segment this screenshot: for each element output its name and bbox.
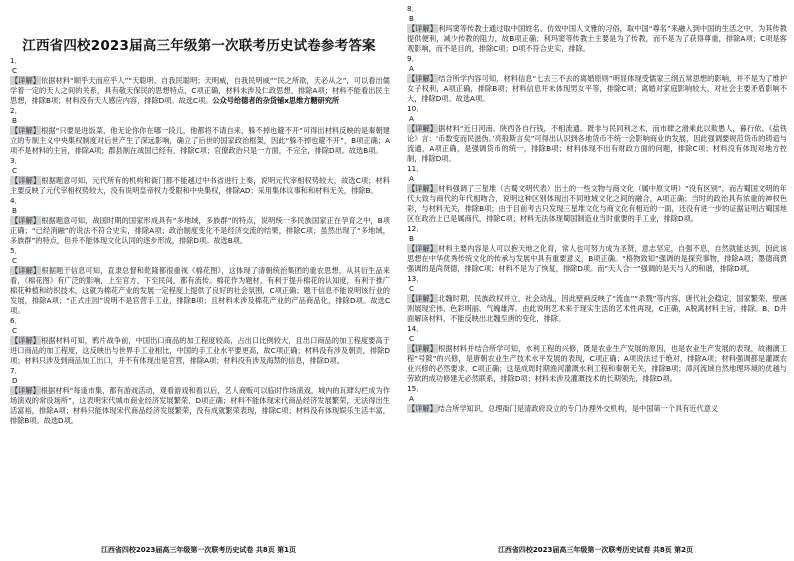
explanation: [10, 176, 390, 196]
question-number: 13．: [407, 274, 424, 283]
explanation-text: 材料强调了三星堆（古蜀文明代表）出土的一些文物与商文化（属中原文明）“没有区别”，而古蜀国文明的年代大致与商代的年代相吻合，说明这种区别体现出不同地域文化之间的融合，A项正确；当时的政治具有浓重的神权色彩，与材料无关，排除B项；由于目前考古只发现三星堆文化与商文化有相近的一面，还没有进一步的证据证明古蜀国地区在政治上已是属商代，排除C项；材料无法体现蜀国制造业当时重要的手工业，排除D项。: [407, 184, 787, 223]
answer-letter: B: [12, 116, 17, 125]
explain-tag: 【详解】: [408, 184, 438, 193]
question-number: 12．: [407, 224, 424, 233]
question-number: 8．: [407, 4, 419, 13]
explain-tag: 【详解】: [408, 244, 438, 253]
question-number: 1．: [10, 56, 22, 65]
question-number: 2．: [10, 106, 22, 115]
explain-tag: 【详解】: [11, 386, 40, 395]
explanation-text: 据材料“近日河南、陕西各自行钱，不相流通。既非与民同利之术，而市肆之滑乘此以欺愚人，暮行依。《盐铁论》言：‘币数变而民滋伪。’亮般斯言矣”可得出认识到各地货币不统一会影响商业的发展，因此强调要规范货币的铸造与流通，A项正确，是强调货币的统一，排除B项；材料体现不出有财政方面的问题，排除C项；材料没有体现对地方控制，排除D项。: [407, 124, 787, 163]
explanation-text: 根据材料可知，鸦片战争前，中国出口商品的加工程度较高，占出口比例较大，且出口商品的加工程度要高于进口商品的加工程度，这反映出与世界手工业相比，中国的手工业水平要更高，故C项正确；材料没有涉及朝贡，排除D项；材料只涉及到商品加工出口，并不有体现出是官营，排除A项；材料没有涉及海禁的信息，排除D项。: [10, 336, 390, 365]
explanation-text: 根据题意可知，战国时期的国家形成具有“多地域，多族群”的特点，说明统一多民族国家正在孕育之中，B项正确；“已经消融”的说法不符合史实，排除A项；政治制度变化不是经济交流的结果，排除C项；虽然出现了“多地域，多族群”的特点，但并不能体现文化认同的逐步形成，排除D项。故选B项。: [10, 216, 390, 245]
explanation: [407, 244, 787, 274]
explanation-text: 北魏时期，民族政权并立，社会动乱，因此壁画反映了“流血”“杀戮”等内容，唐代社会稳定，国家繁荣，壁画则展现宏伟、色彩明丽、气魄雄浑。由此说明艺术来于现实生活的艺术性再现，C正确，A脱离材料主旨，排除。B、D并面解读材料，不能反映出北魏至唐的变化，排除。: [407, 294, 787, 323]
explain-tag: 【详解】: [408, 124, 438, 133]
answer-list-right: [407, 4, 787, 414]
explanation: [407, 344, 787, 384]
answer-letter: D: [12, 376, 18, 385]
answer-letter: C: [12, 166, 18, 175]
explanation: [10, 126, 390, 156]
right-page: [397, 0, 794, 561]
explanation-text: 根据“只要是进饭菜，他无论你你在哪一段儿，他都将不请自来，躲不掉也避不开”可得出材料反映的是秦朝建立的专制主义中央集权制度对后世产生了深远影响，确立了后世的国家政治框架，因此“躲不掉也避不开”，B项正确；A项不是材料的主旨，排除A项；郡县制在战国已经有，排除C项；官僚政治只是一方面，不完全，排除D项。故选B项。: [10, 126, 390, 155]
explain-tag: 【详解】: [408, 24, 438, 33]
answer-letter: A: [409, 114, 414, 123]
explain-tag: 【详解】: [11, 126, 41, 135]
answer-letter: B: [409, 14, 414, 23]
answer-letter: C: [12, 256, 18, 265]
explain-tag: 【详解】: [11, 216, 41, 225]
explain-tag: 【详解】: [408, 74, 438, 83]
explain-tag: 【详解】: [408, 294, 438, 303]
explain-tag: 【详解】: [11, 336, 41, 345]
question-number: 3．: [10, 156, 22, 165]
footer-left: 江西省四校2023届高三年级第一次联考历史试卷 共8页 第1页: [100, 546, 297, 554]
answer-letter: C: [409, 284, 415, 293]
explanation-text: 材料主要内容是人可以抱天地之化育，常人也可努力成为圣贤，意志坚定，自强不息，自然就能达到，因此该思想在中华优秀传统文化的传承与发展中具有重要意义，B项正确。“格物致知”强调的是探究事物，排除A项；墨德商贾强调的是尚贤德，排除C项；材料不是为了恢复，排除D项。而“天人合一”强调的是天与人的和谐，排除D项。: [407, 244, 787, 273]
explain-tag: 【详解】: [11, 266, 41, 275]
explanation-text: 根据材料“每逢市集，都有游戏活动，观看游戏和看以后，艺人商贩可以临时作场演戏，城内的瓦肆勾栏成为作场演戏的常设场所”，这表明宋代城市商业经济发展繁荣，D项正确；材料不能体现宋代商品经济发展繁荣，无法得出生活富裕，排除A项；材料只能体现宋代商品经济发展繁荣，没有成就繁荣表现，排除C项；材料没有体现娱乐生活丰富，排除B项。故选D项。: [10, 386, 390, 425]
explanation-text: 结合所学内容可知，材料信息“七去三不去的离婚原则”明显体现受儒家三纲五常思想的影响，并不是为了维护女子权利，A项正确，排除B项；材料信息并未体现男女平等，排除C项；离婚对家庭影响较大，对社会主要矛盾影响不大，排除D项。故选A项。: [407, 74, 787, 103]
explanation: [10, 266, 390, 316]
answer-letter: A: [409, 394, 414, 403]
explanation-text: 依据材料“顺乎天而应乎人”“天聪明，自我民聪明；天明威，自我民明威”“民之所欲，天必从之”，可以看出儒学着一定的天人之间的关系，具有敬天保民的思想特点，C项正确，材料未涉及仁政思想，排除A项；材料不能看出民主思想，排除B项；材料没有天人感应内容，排除D项。故选C项。: [10, 76, 390, 105]
question-number: 15．: [407, 384, 424, 393]
page-title: 江西省四校2023届高三年级第一次联考历史试卷参考答案: [22, 38, 376, 54]
answer-letter: A: [409, 64, 414, 73]
explanation-text: 结合所学知识，总理衙门是清政府设立的专门办理外交机构，是中国第一个具有近代意义: [437, 404, 719, 413]
explanation: [407, 404, 787, 414]
watermark-text: 公众号给德者的杂货铺x思维方糖研究所: [212, 96, 340, 105]
explanation-text: 根据题意可知，元代所有的机构和衙门都不能越过中书省进行上奏，说明元代宰相权势较大，故选C项；材料主要反映了元代宰相权势较大，没有说明皇帝权力受限和中央集权，排除AD；采用集体议事和和材料无关，排除B。: [10, 176, 390, 195]
answer-letter: B: [409, 234, 414, 243]
explanation: [10, 76, 390, 106]
answer-letter: C: [12, 326, 18, 335]
explanation: [407, 184, 787, 224]
question-number: 5．: [10, 246, 22, 255]
answer-letter: A: [409, 174, 414, 183]
answer-letter: B: [12, 206, 17, 215]
explanation-text: 根据题干信息可知，直隶总督和乾隆都很重视《棉花图》，这体现了清朝统治集团的重农思想，从其衍生品来看，《棉花图》有广泛的影响，上至官方，下至民间，都有流传。棉花作为题材，有利于提升棉花的认知度，有利于推广棉花种植和纺织技术，这就为棉花产业的发展一定程度上提供了良好的社会氛围，C项正确；题干信息不能说明该行业的发展，排除A项；“正式庄园”说明不是官营手工业，排除B项；且材料未涉及棉花产业的产品商品化，排除D项。故选C项。: [10, 266, 390, 315]
explanation: [10, 386, 390, 426]
answer-letter: C: [409, 334, 415, 343]
answer-list-left: [10, 56, 390, 426]
explanation: [407, 74, 787, 104]
explanation-text: 利玛窦等传教士通过取中国姓名、仿效中国人文雅的习俗，取中国“尊名”来融入到中国的生活之中，为其传教提供便利，减少传教的阻力，故B项正确；利玛窦等传教士主要是为了传教，而不是为了获得尊重，排除A项；C项是客观影响，而不是目的，排除C项；D项不符合史实，排除。: [407, 24, 787, 53]
question-number: 10．: [407, 104, 424, 113]
question-number: 9．: [407, 54, 419, 63]
explanation: [407, 294, 787, 324]
question-number: 11．: [407, 164, 424, 173]
question-number: 4．: [10, 196, 22, 205]
question-number: 6．: [10, 316, 22, 325]
explanation-text: 根据材料并结合所学可知，水利工程的兴修，既是农业生产发展的原因，也是农业生产发展的表现，故湘漓工程“号陂”的兴修，是唐朝农业生产技术水平发展的表现，C项正确；A项说法过于绝对，排除A项；材料强调都是灌溉农业兴修的必然要求，C项正确；这是成周时期渔河灌溉水利工程和秦朝无关，排除B项；漳河流域自然地理环境的优越与劳欧的成功修建无必然联系，排除D项；材料未涉及灌溉技术的长期领先，排除D项。: [407, 344, 787, 383]
question-number: 14．: [407, 324, 424, 333]
explanation: [407, 124, 787, 164]
explanation: [10, 336, 390, 366]
footer-right: 江西省四校2023届高三年级第一次联考历史试卷 共8页 第2页: [497, 546, 694, 554]
explain-tag: 【详解】: [408, 344, 438, 353]
explain-tag: 【详解】: [11, 76, 41, 85]
question-number: 7．: [10, 366, 22, 375]
explanation: [407, 24, 787, 54]
answer-letter: C: [12, 66, 18, 75]
explanation: [10, 216, 390, 246]
explain-tag: 【详解】: [11, 176, 41, 185]
explain-tag: 【详解】: [408, 404, 437, 413]
